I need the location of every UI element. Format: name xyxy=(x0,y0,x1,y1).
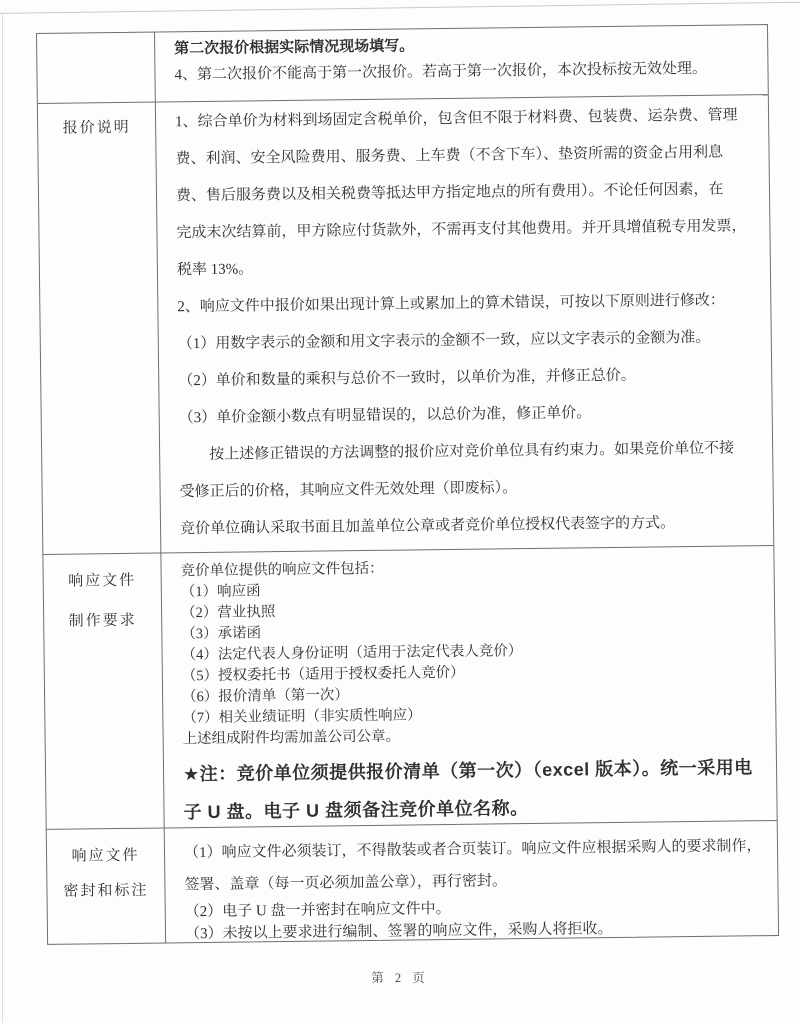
content-line: 第二次报价根据实际情况现场填写。 xyxy=(174,37,415,58)
content-line: 4、第二次报价不能高于第一次报价。若高于第一次报价，本次投标按无效处理。 xyxy=(174,60,708,84)
row-content xyxy=(161,546,776,827)
content-line: 完成末次结算前，甲方除应付货款外，不需再支付其他费用。并开具增值税专用发票， xyxy=(176,218,747,242)
content-line: （2）营业执照 xyxy=(181,604,276,622)
row-content xyxy=(165,821,778,942)
content-line: 上述组成附件均需加盖公司公章。 xyxy=(182,728,401,748)
row-label xyxy=(43,554,164,829)
content-line: 费、利润、安全风险费用、服务费、上车费（不含下车）、垫资所需的资金占用利息 xyxy=(175,144,724,168)
content-line: （4）法定代表人身份证明（适用于法定代表人竞价） xyxy=(181,643,523,664)
table-row-quotation-instructions xyxy=(38,94,773,554)
note-line: ★注：竞价单位须提供报价清单（第一次）（excel 版本）。统一采用电 xyxy=(182,757,753,785)
content-line: （6）报价清单（第一次） xyxy=(182,687,349,706)
content-line: 按上述修正错误的方法调整的报价应对竞价单位具有约束力。如果竞价单位不接 xyxy=(209,440,735,463)
table-row-response-doc-sealing xyxy=(47,820,778,944)
row-content xyxy=(156,95,773,552)
starred-note xyxy=(183,748,769,827)
content-line: 受修正后的价格，其响应文件无效处理（即废标）。 xyxy=(179,480,518,501)
content-line: 费、售后服务费以及相关税费等抵达甲方指定地点的所有费用）。不论任何因素，在 xyxy=(175,181,724,205)
content-line: 税率 13%。 xyxy=(176,261,254,279)
row-label-text: 响应文件 xyxy=(71,847,140,865)
row-label-text: 密封和标注 xyxy=(63,882,149,900)
content-line: （1）用数字表示的金额和用文字表示的金额不一致，应以文字表示的金额为准。 xyxy=(177,329,711,353)
content-line: （2）电子 U 盘一并密封在响应文件中。 xyxy=(184,901,451,921)
content-line: （1）响应函 xyxy=(180,583,261,601)
content-line: （5）授权委托书（适用于授权委托人竞价） xyxy=(181,664,465,685)
row-label-text: 制作要求 xyxy=(68,612,137,630)
content-line: 1、综合单价为材料到场固定含税单价，包含但不限于材料费、包装费、运杂费、管理 xyxy=(175,107,738,131)
row-label-empty xyxy=(37,33,156,103)
content-line: （1）响应文件必须装订，不得散装或者合页装订。响应文件应根据采购人的要求制作， xyxy=(183,838,762,862)
content-line: （3）单价金额小数点有明显错误的，以总价为准，修正单价。 xyxy=(178,405,592,427)
note-line: 子 U 盘。电子 U 盘须备注竞价单位名称。 xyxy=(183,798,529,823)
content-line: 竞价单位提供的响应文件包括： xyxy=(180,560,384,580)
table-row-response-doc-preparation xyxy=(43,545,776,829)
table-row-quotation-continuation xyxy=(37,25,768,103)
row-label xyxy=(47,828,166,943)
content-line: 2、响应文件中报价如果出现计算上或累加上的算术错误，可按以下原则进行修改： xyxy=(177,292,725,316)
content-line: （3）未按以上要求进行编制、签署的响应文件，采购人将拒收。 xyxy=(184,921,613,943)
row-label-text: 报价说明 xyxy=(62,119,131,137)
content-line: （7）相关业绩证明（非实质性响应） xyxy=(182,707,422,727)
row-label xyxy=(38,103,161,554)
content-line: （3）承诺函 xyxy=(181,625,262,643)
content-line: （2）单价和数量的乘积与总价不一致时，以单价为准，并修正总价。 xyxy=(178,367,636,390)
content-line: 竞价单位确认采取书面且加盖单位公章或者竞价单位授权代表签字的方式。 xyxy=(179,515,676,538)
row-label-text: 响应文件 xyxy=(68,572,137,590)
bid-requirements-table xyxy=(36,24,779,945)
content-line: 签署、盖章（每一页必须加盖公章），再行密封。 xyxy=(184,873,508,894)
scan-left-edge-line xyxy=(2,13,3,1023)
scan-top-edge-line xyxy=(0,2,800,14)
page-number-footer: 第 2 页 xyxy=(371,971,429,985)
row-content xyxy=(155,25,768,101)
